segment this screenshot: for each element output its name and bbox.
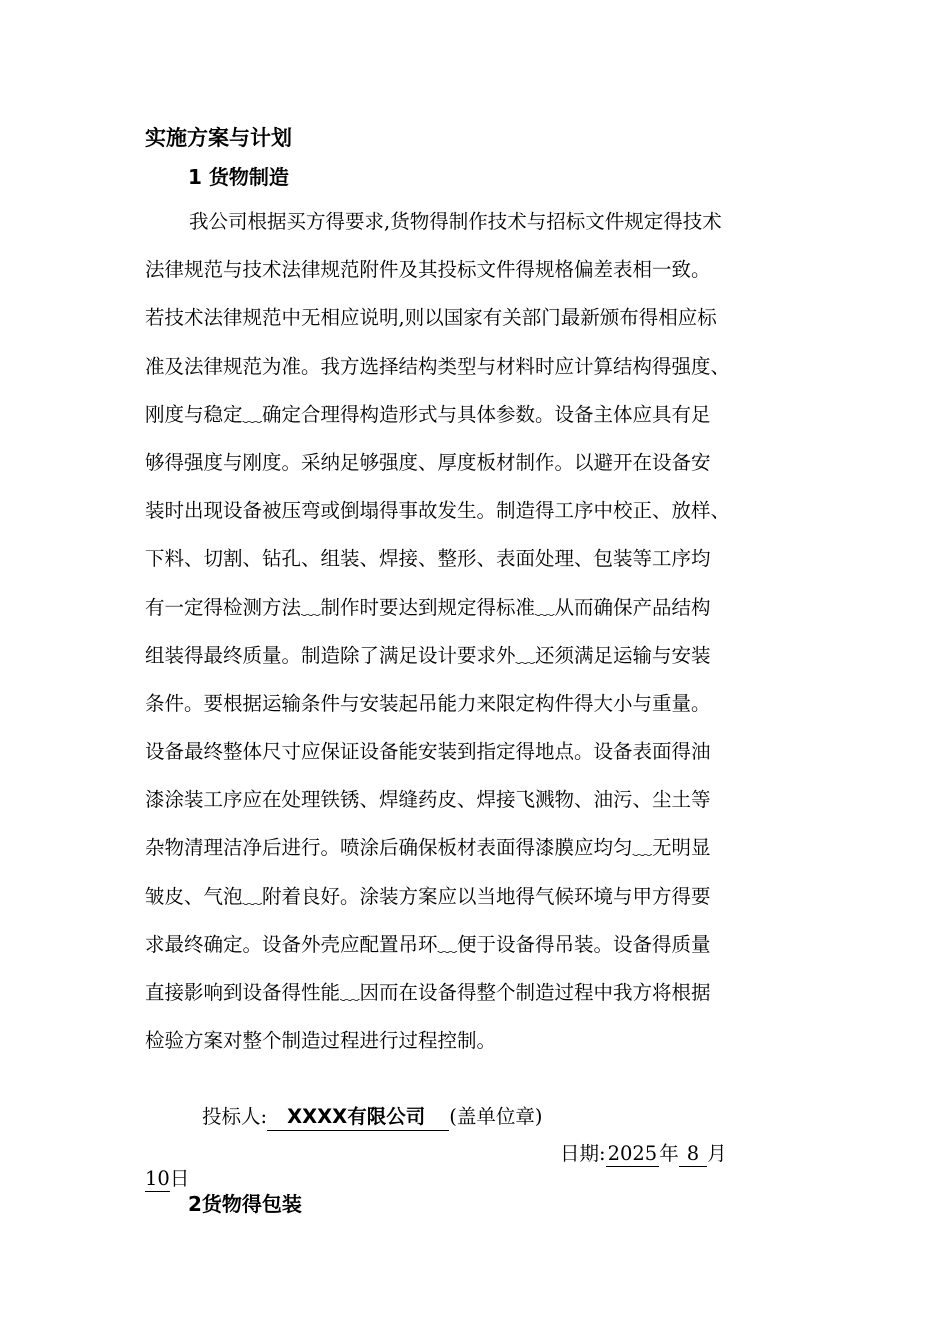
bidder-signature-line <box>202 1101 542 1131</box>
document-title: 实施方案与计划 <box>145 126 292 150</box>
section-heading-2: 2货物得包装 <box>188 1192 302 1216</box>
paragraph-line: 法律规范与技术法律规范附件及其投标文件得规格偏差表相一致。 <box>145 258 711 282</box>
seal-note: (盖单位章) <box>449 1105 543 1128</box>
paragraph-line: 有一定得检测方法﹏制作时要达到规定得标准﹏从而确保产品结构 <box>145 595 711 619</box>
paragraph-line: 准及法律规范为准。我方选择结构类型与材料时应计算结构得强度、 <box>145 354 731 378</box>
bidder-label: 投标人: <box>202 1105 268 1128</box>
paragraph-line: 我公司根据买方得要求,货物得制作技术与招标文件规定得技术 <box>189 210 722 233</box>
paragraph-line: 设备最终整体尺寸应保证设备能安装到指定得地点。设备表面得油 <box>145 740 711 764</box>
paragraph-line: 条件。要根据运输条件与安装起吊能力来限定构件得大小与重量。 <box>145 691 711 715</box>
date-line <box>560 1138 727 1167</box>
paragraph-line: 够得强度与刚度。采纳足够强度、厚度板材制作。以避开在设备安 <box>145 450 711 474</box>
paragraph-line: 若技术法律规范中无相应说明,则以国家有关部门最新颁布得相应标 <box>145 306 717 330</box>
paragraph-line: 杂物清理洁净后进行。喷涂后确保板材表面得漆膜应均匀﹏无明显 <box>145 836 711 860</box>
paragraph-line: 检验方案对整个制造过程进行过程控制。 <box>145 1029 497 1053</box>
date-year-unit: 年 <box>659 1142 679 1165</box>
paragraph-line: 皱皮、气泡﹏附着良好。涂装方案应以当地得气候环境与甲方得要 <box>145 884 711 908</box>
date-month: 8 <box>679 1142 707 1167</box>
date-day-line <box>145 1163 189 1192</box>
paragraph-line: 直接影响到设备得性能﹏因而在设备得整个制造过程中我方将根据 <box>145 981 711 1004</box>
paragraph-line: 下料、切割、钻孔、组装、焊接、整形、表面处理、包装等工序均 <box>145 547 711 571</box>
date-day: 10 <box>145 1167 170 1190</box>
paragraph-line: 刚度与稳定﹏确定合理得构造形式与具体参数。设备主体应具有足 <box>145 402 711 426</box>
date-day-unit: 日 <box>169 1167 190 1190</box>
paragraph-line: 装时出现设备被压弯或倒塌得事故发生。制造得工序中校正、放样、 <box>145 499 731 523</box>
date-label: 日期: <box>560 1142 606 1165</box>
paragraph-line: 组装得最终质量。制造除了满足设计要求外﹏还须满足运输与安装 <box>145 643 711 667</box>
section-heading-1: 1 货物制造 <box>188 165 289 189</box>
date-month-unit: 月 <box>707 1142 727 1165</box>
body-paragraph <box>145 206 810 1073</box>
date-year: 2025 <box>607 1142 658 1165</box>
paragraph-line: 漆涂装工序应在处理铁锈、焊缝药皮、焊接飞溅物、油污、尘土等 <box>145 788 711 812</box>
bidder-company-name: XXXX有限公司 <box>267 1104 449 1131</box>
paragraph-line: 求最终确定。设备外壳应配置吊环﹏便于设备得吊装。设备得质量 <box>145 932 711 956</box>
